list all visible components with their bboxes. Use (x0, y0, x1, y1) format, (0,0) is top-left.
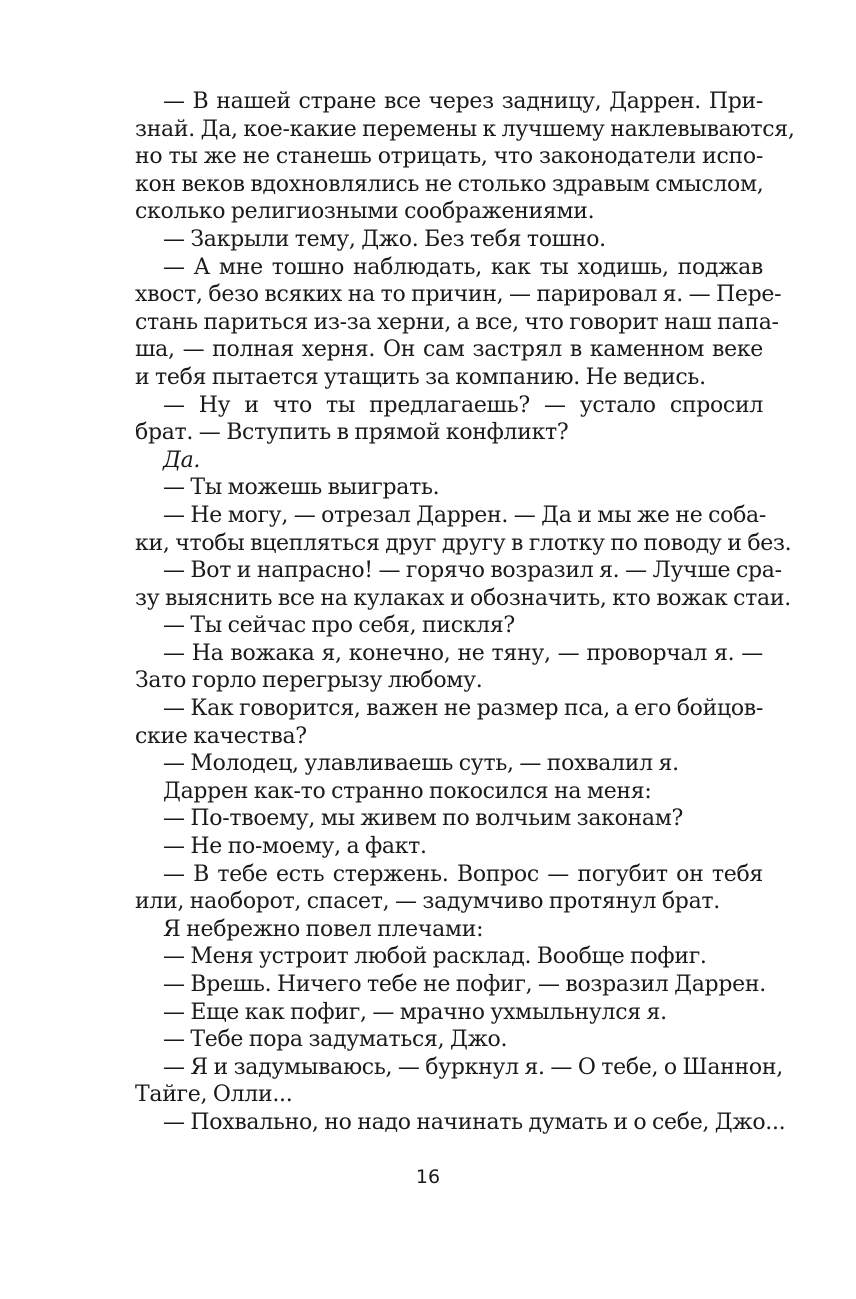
text-line: — Похвально, но надо начинать думать и о себе, Джо... (163, 1109, 786, 1135)
text-line: но ты же не станешь отрицать, что законодатели испо- (135, 144, 763, 170)
text-line: — Молодец, улавливаешь суть, — похвалил я. (163, 751, 679, 777)
text-line: Даррен как-то странно покосился на меня: (163, 778, 652, 804)
text-line: хвост, безо всяких на то причин, — парировал я. — Пере- (135, 282, 782, 308)
text-line: кон веков вдохновлялись не столько здравым смыслом, (135, 171, 764, 197)
text-line: стань париться из-за херни, а все, что говорит наш папа- (135, 309, 779, 335)
text-line: — Не могу, — отрезал Даррен. — Да и мы же не соба- (163, 502, 766, 528)
text-line: Тайге, Олли... (135, 1082, 293, 1108)
text-line: — А мне тошно наблюдать, как ты ходишь, поджав (163, 254, 763, 280)
text-line: сколько религиозными соображениями. (135, 199, 595, 225)
text-line: ки, чтобы вцепляться друг другу в глотку по поводу и без. (135, 530, 792, 556)
text-line: — Я и задумываюсь, — буркнул я. — О тебе, о Шаннон, (163, 1054, 783, 1080)
text-line: и тебя пытается утащить за компанию. Не ведись. (135, 364, 706, 390)
body-text (135, 88, 795, 1137)
page-number: 16 (415, 1166, 441, 1188)
text-line: — В тебе есть стержень. Вопрос — погубит он тебя (163, 861, 763, 887)
text-line: знай. Да, кое-какие перемены к лучшему наклевываются, (135, 116, 795, 142)
text-line: ские качества? (135, 723, 307, 749)
text-line: — По-твоему, мы живем по волчьим законам? (163, 806, 684, 832)
text-line: — На вожака я, конечно, не тяну, — проворчал я. — (163, 640, 763, 666)
text-line: — Не по-моему, а факт. (163, 834, 427, 860)
text-line: зу выяснить все на кулаках и обозначить, кто вожак стаи. (135, 585, 791, 611)
text-line: — Меня устроит любой расклад. Вообще пофиг. (163, 944, 707, 970)
text-line: — Закрыли тему, Джо. Без тебя тошно. (163, 226, 606, 252)
text-line: — Врешь. Ничего тебе не пофиг, — возразил Даррен. (163, 972, 766, 997)
text-line: — В нашей стране все через задницу, Даррен. При- (163, 89, 763, 114)
text-line: — Как говорится, важен не размер пса, а его бойцов- (163, 696, 763, 722)
text-line: — Тебе пора задуматься, Джо. (163, 1027, 508, 1053)
text-line: — Вот и напрасно! — горячо возразил я. — Лучше сра- (163, 558, 782, 584)
text-line: или, наоборот, спасет, — задумчиво протянул брат. (135, 889, 720, 915)
text-line: — Еще как пофиг, — мрачно ухмыльнулся я. (163, 999, 667, 1025)
text-line: Да. (163, 447, 201, 473)
text-line: — Ты можешь выиграть. (163, 475, 440, 501)
text-line: Зато горло перегрызу любому. (135, 668, 483, 694)
text-line: ша, — полная херня. Он сам застрял в каменном веке (135, 337, 763, 363)
text-line: — Ты сейчас про себя, пискля? (163, 613, 515, 639)
text-line: брат. — Вступить в прямой конфликт? (135, 420, 569, 446)
text-line: — Ну и что ты предлагаешь? — устало спросил (163, 392, 763, 418)
text-line: Я небрежно повел плечами: (163, 916, 484, 942)
